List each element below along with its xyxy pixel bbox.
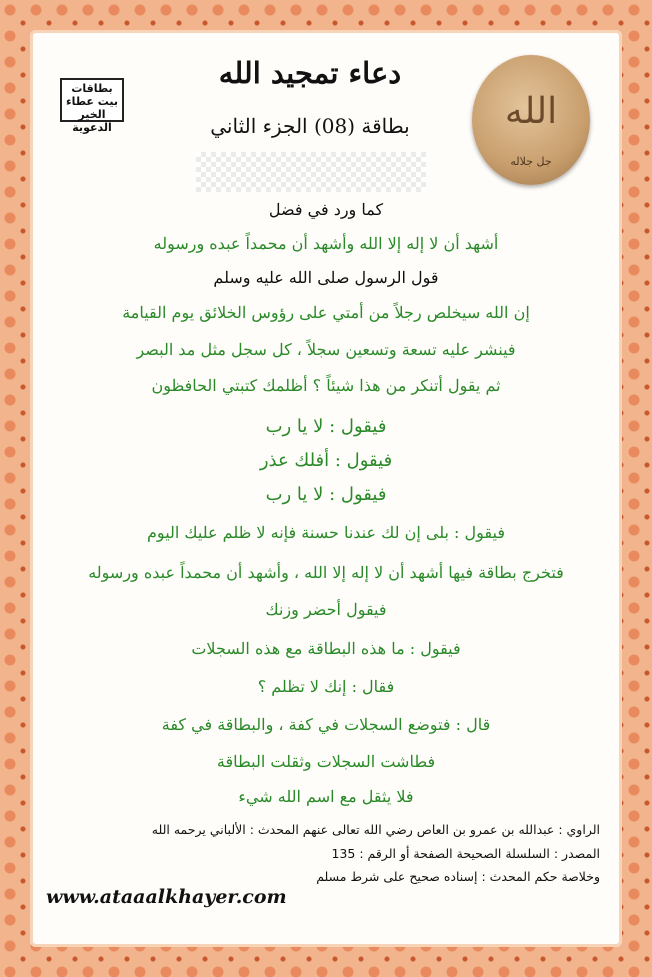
medallion-subtext: جل جلاله xyxy=(510,155,552,168)
website-link[interactable]: www.ataaalkhayer.com xyxy=(46,886,287,908)
hadith-line: فلا يثقل مع اسم الله شيء xyxy=(238,787,414,806)
decorative-pattern xyxy=(196,152,426,192)
hadith-line: فيقول : أفلك عذر xyxy=(259,450,393,471)
hadith-line: فيقول : بلى إن لك عندنا حسنة فإنه لا ظلم عليك اليوم xyxy=(147,523,505,542)
hadith-line: إن الله سيخلص رجلاً من أمتي على رؤوس الخلائق يوم القيامة xyxy=(122,303,530,322)
logo-line-1: بطاقات xyxy=(71,82,113,95)
source-narrator: الراوي : عبدالله بن عمرو بن العاص رضي الله تعالى عنهم المحدث : الألباني يرحمه الله xyxy=(151,822,600,837)
hadith-line: أشهد أن لا إله إلا الله وأشهد أن محمداً عبده ورسوله xyxy=(153,234,499,253)
medallion-calligraphy: الله xyxy=(504,91,558,132)
hadith-line: فيقول أحضر وزنك xyxy=(265,600,387,619)
hadith-line: فقال : إنك لا تظلم ؟ xyxy=(257,677,395,696)
card-subtitle: بطاقة (08) الجزء الثاني xyxy=(210,114,410,138)
allah-medallion xyxy=(472,55,590,185)
source-verdict: وخلاصة حكم المحدث : إسناده صحيح على شرط مسلم xyxy=(316,869,600,884)
card-title: دعاء تمجيد الله xyxy=(218,56,402,90)
hadith-line: ثم يقول أتنكر من هذا شيئاً ؟ أظلمك كتبتي الحافظون xyxy=(151,376,501,395)
hadith-line: قول الرسول صلى الله عليه وسلم xyxy=(213,268,439,287)
hadith-line: فطاشت السجلات وثقلت البطاقة xyxy=(216,752,436,771)
hadith-line: قال : فتوضع السجلات في كفة ، والبطاقة في كفة xyxy=(161,715,491,734)
hadith-line: فتخرج بطاقة فيها أشهد أن لا إله إلا الله ، وأشهد أن محمداً عبده ورسوله xyxy=(88,563,564,582)
hadith-line: فيقول : لا يا رب xyxy=(265,484,387,505)
hadith-line: كما ورد في فضل xyxy=(268,200,384,219)
source-reference: المصدر : السلسلة الصحيحة الصفحة أو الرقم : 135 xyxy=(331,846,600,861)
logo-line-3: الدعوية xyxy=(72,121,112,134)
hadith-line: فينشر عليه تسعة وتسعين سجلاً ، كل سجل مثل مد البصر xyxy=(136,340,516,359)
publisher-logo xyxy=(60,78,124,134)
hadith-line: فيقول : ما هذه البطاقة مع هذه السجلات xyxy=(191,639,461,658)
logo-line-2: بيت عطاء الخير xyxy=(65,95,119,121)
hadith-line: فيقول : لا يا رب xyxy=(265,416,387,437)
